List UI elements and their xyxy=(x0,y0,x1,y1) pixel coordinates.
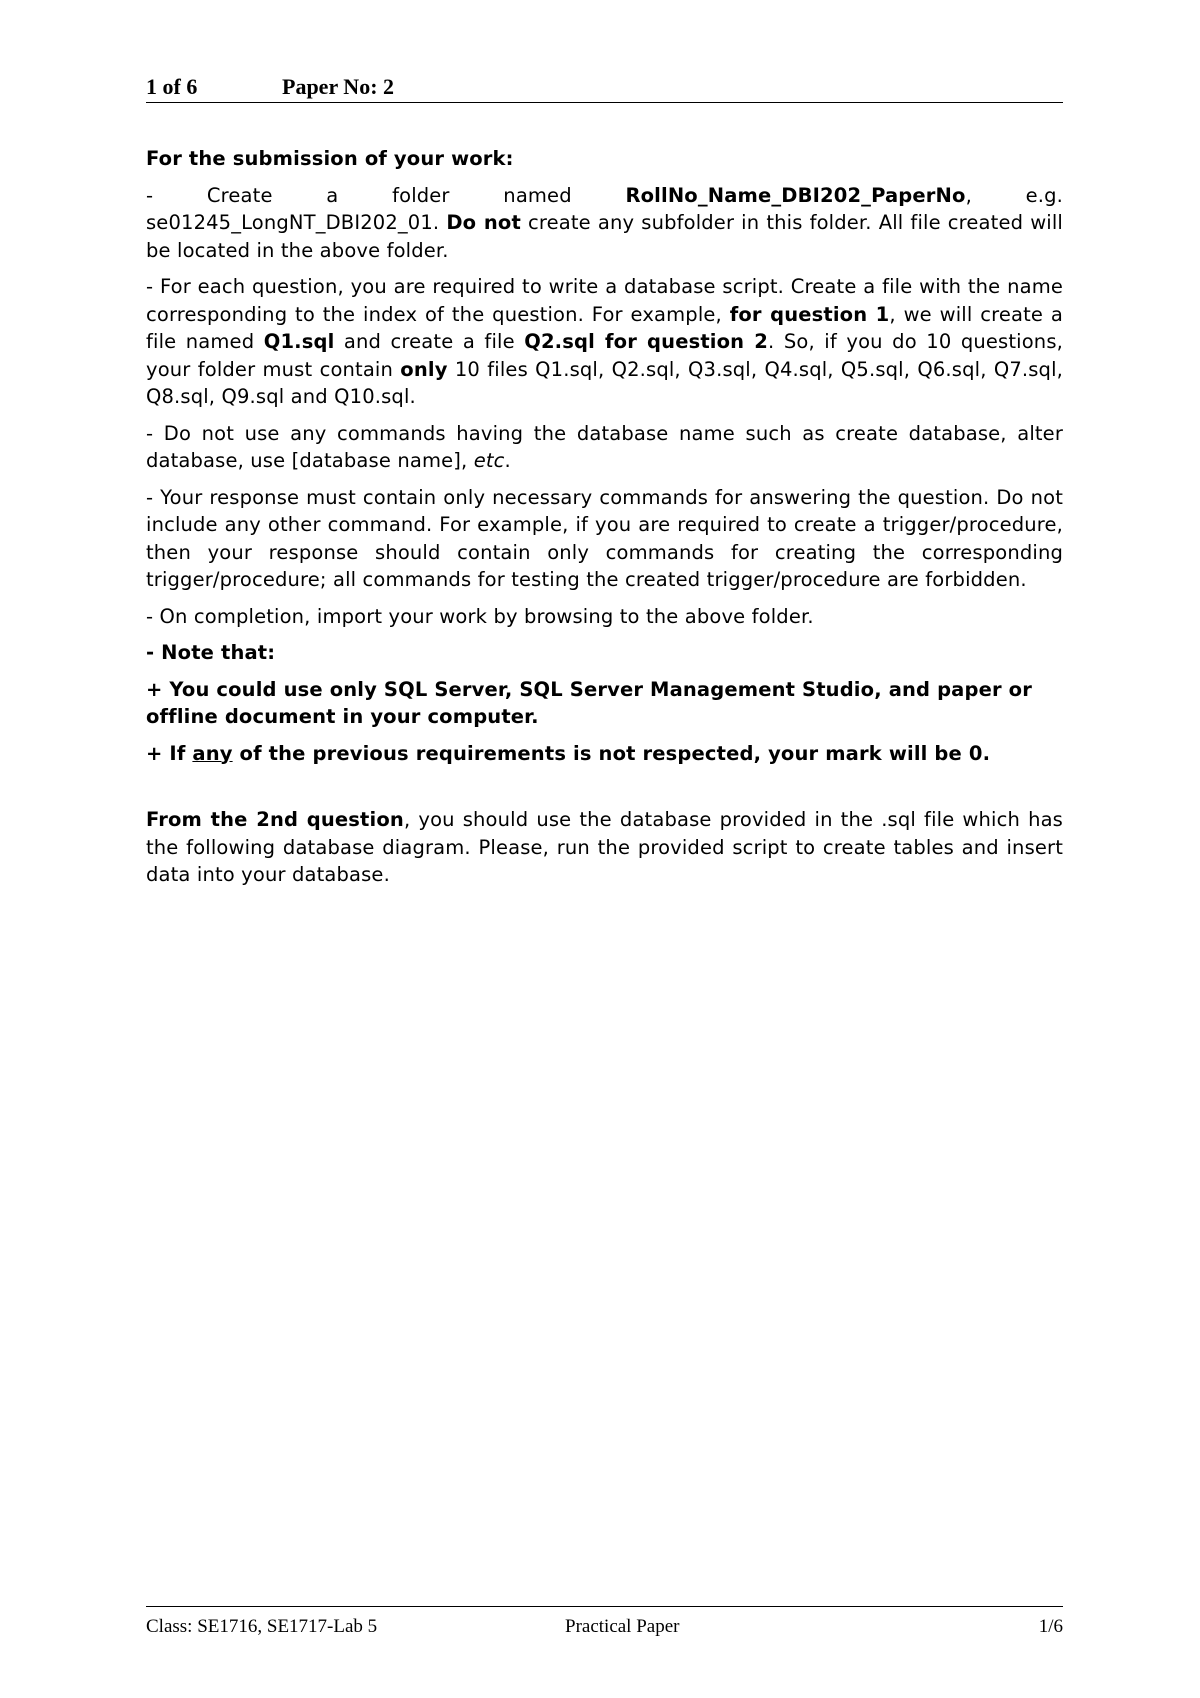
page-header xyxy=(146,72,1063,103)
page-footer xyxy=(146,1606,1063,1639)
instruction-folder: - Create a folder named RollNo_Name_DBI202_PaperNo, e.g. se01245_LongNT_DBI202_01. Do not create any subfolder in this folder. All file created will be located in the above folder. xyxy=(146,183,1064,262)
note-tools: + You could use only SQL Server, SQL Server Management Studio, and paper or offline document in your computer. xyxy=(146,677,1032,728)
instruction-import: - On completion, import your work by browsing to the above folder. xyxy=(146,604,814,628)
footer-page-number: 1/6 xyxy=(1038,1616,1063,1637)
instruction-no-db-commands: - Do not use any commands having the database name such as create database, alter database, use [database name], etc. xyxy=(146,421,1063,472)
note-heading: - Note that: xyxy=(146,641,276,664)
note-requirements: + If any of the previous requirements is not respected, your mark will be 0. xyxy=(146,741,991,765)
submission-heading: For the submission of your work: xyxy=(146,147,514,170)
page-count: 1 of 6 xyxy=(146,74,198,99)
footer-title: Practical Paper xyxy=(565,1616,680,1637)
instruction-necessary-commands: - Your response must contain only necessary commands for answering the question. Do not include any other command. For example, if you are required to create a trigger/procedure, then your response should contain only commands for creating the corresponding trigger/procedure; all commands for testing the created trigger/procedure are forbidden. xyxy=(146,485,1063,591)
paper-number: Paper No: 2 xyxy=(282,74,395,99)
footer-class: Class: SE1716, SE1717-Lab 5 xyxy=(146,1616,378,1637)
instructions-body xyxy=(146,145,1063,898)
database-intro: From the 2nd question, you should use the database provided in the .sql file which has the following database diagram. Please, run the provided script to create tables and insert data into your database. xyxy=(146,808,1063,886)
instruction-files: - For each question, you are required to write a database script. Create a file with the name corresponding to the index of the question. For example, for question 1, we will create a file named Q1.sql and create a file Q2.sql for question 2. So, if you do 10 questions, your folder must contain only 10 files Q1.sql, Q2.sql, Q3.sql, Q4.sql, Q5.sql, Q6.sql, Q7.sql, Q8.sql, Q9.sql and Q10.sql. xyxy=(146,275,1064,408)
